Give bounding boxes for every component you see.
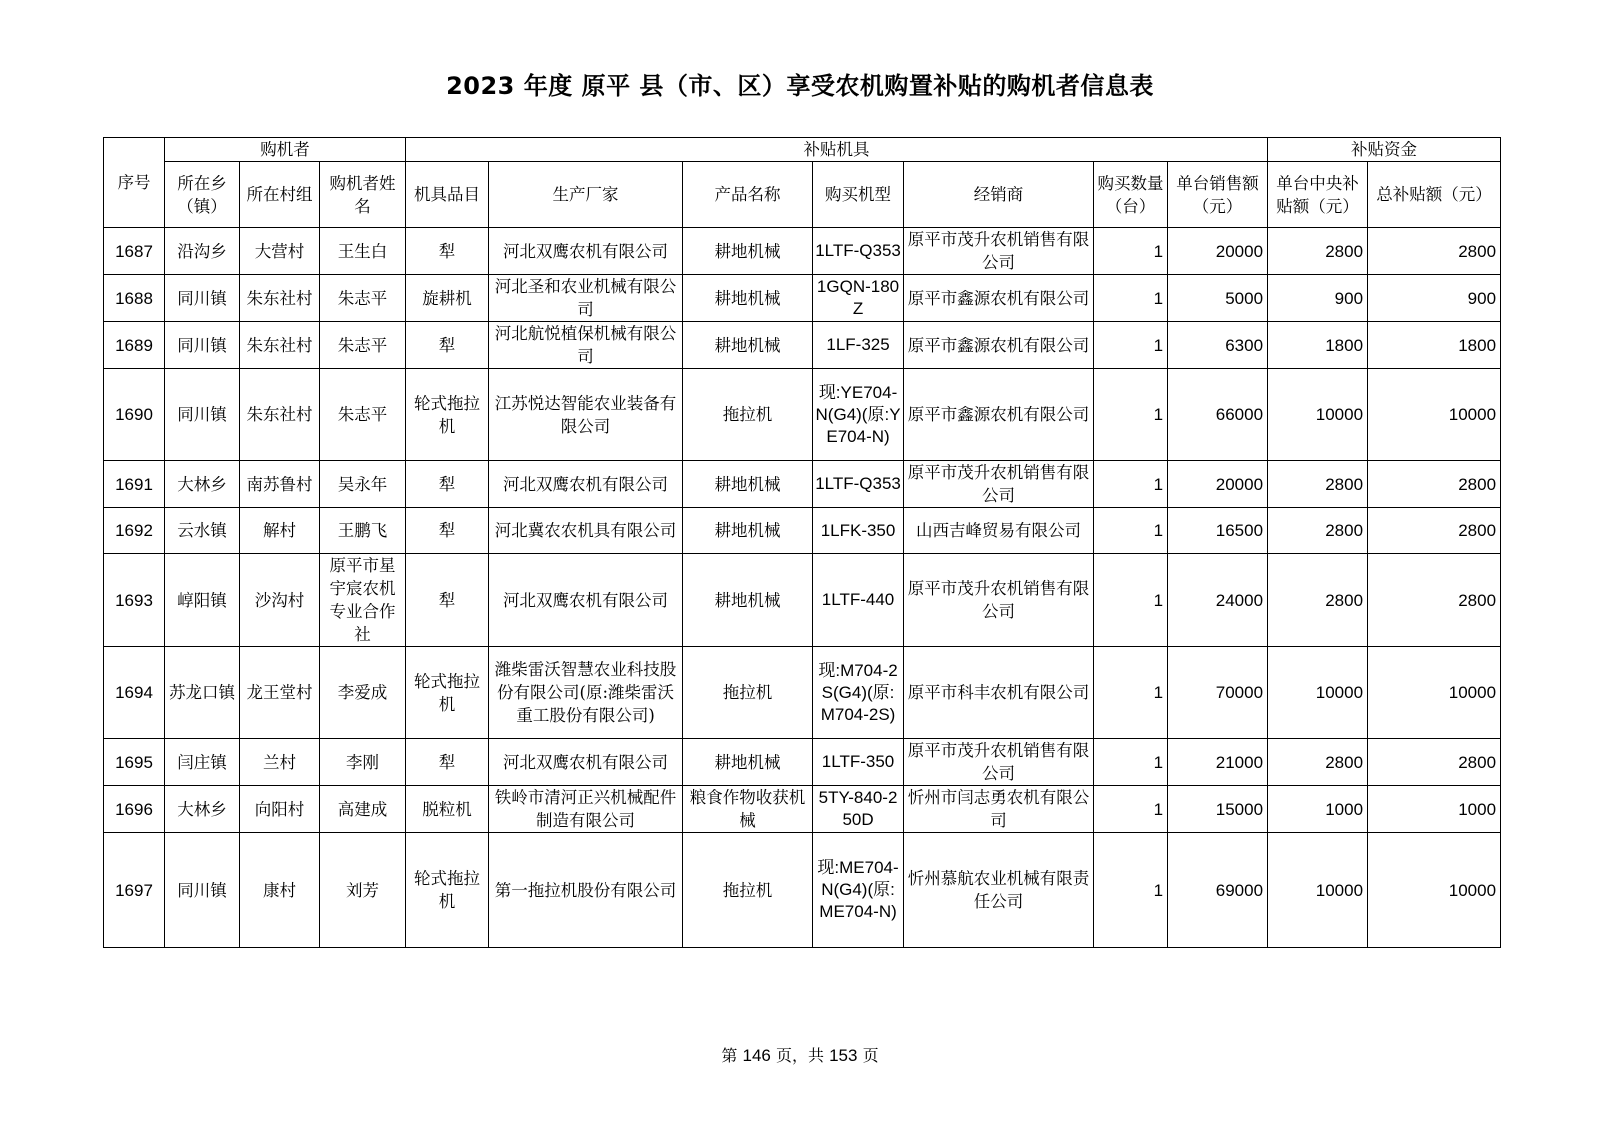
- cell-dealer: 原平市茂升农机销售有限公司: [904, 461, 1094, 508]
- cell-buyer: 朱志平: [320, 322, 406, 369]
- cell-qty: 1: [1094, 322, 1168, 369]
- cell-central: 10000: [1268, 833, 1368, 948]
- cell-dealer: 忻州慕航农业机械有限责任公司: [904, 833, 1094, 948]
- cell-town: 苏龙口镇: [165, 647, 240, 739]
- cell-village: 沙沟村: [240, 554, 320, 647]
- cell-seq: 1694: [104, 647, 165, 739]
- cell-seq: 1688: [104, 275, 165, 322]
- cell-central: 2800: [1268, 508, 1368, 554]
- cell-product: 拖拉机: [683, 833, 813, 948]
- cell-central: 10000: [1268, 369, 1368, 461]
- cell-price: 16500: [1168, 508, 1268, 554]
- cell-qty: 1: [1094, 461, 1168, 508]
- header-village: 所在村组: [240, 162, 320, 228]
- cell-product: 耕地机械: [683, 554, 813, 647]
- cell-seq: 1689: [104, 322, 165, 369]
- cell-buyer: 刘芳: [320, 833, 406, 948]
- footer-total-pages: 153: [829, 1046, 858, 1065]
- cell-town: 同川镇: [165, 833, 240, 948]
- cell-manufacturer: 江苏悦达智能农业装备有限公司: [489, 369, 683, 461]
- cell-total: 10000: [1368, 647, 1501, 739]
- cell-manufacturer: 潍柴雷沃智慧农业科技股份有限公司(原:潍柴雷沃重工股份有限公司): [489, 647, 683, 739]
- cell-village: 向阳村: [240, 786, 320, 833]
- page-footer: [0, 1043, 1600, 1066]
- cell-product: 拖拉机: [683, 647, 813, 739]
- subsidy-table: [103, 137, 1501, 948]
- cell-dealer: 原平市鑫源农机有限公司: [904, 322, 1094, 369]
- cell-town: 沿沟乡: [165, 228, 240, 275]
- cell-town: 大林乡: [165, 786, 240, 833]
- cell-model: 1GQN-180Z: [813, 275, 904, 322]
- cell-manufacturer: 河北航悦植保机械有限公司: [489, 322, 683, 369]
- cell-model: 1LFK-350: [813, 508, 904, 554]
- header-central-subsidy: 单台中央补贴额（元）: [1268, 162, 1368, 228]
- cell-manufacturer: 河北圣和农业机械有限公司: [489, 275, 683, 322]
- cell-price: 66000: [1168, 369, 1268, 461]
- cell-buyer: 王生白: [320, 228, 406, 275]
- cell-dealer: 忻州市闫志勇农机有限公司: [904, 786, 1094, 833]
- footer-prefix: 第: [721, 1046, 738, 1065]
- cell-product: 耕地机械: [683, 739, 813, 786]
- cell-model: 1LTF-350: [813, 739, 904, 786]
- header-price: 单台销售额（元）: [1168, 162, 1268, 228]
- cell-total: 900: [1368, 275, 1501, 322]
- cell-seq: 1693: [104, 554, 165, 647]
- table-row: [104, 275, 1501, 322]
- header-category: 机具品目: [406, 162, 489, 228]
- cell-central: 2800: [1268, 554, 1368, 647]
- cell-qty: 1: [1094, 739, 1168, 786]
- table-row: [104, 228, 1501, 275]
- table-row: [104, 369, 1501, 461]
- header-buyer-name: 购机者姓名: [320, 162, 406, 228]
- cell-seq: 1696: [104, 786, 165, 833]
- cell-total: 2800: [1368, 228, 1501, 275]
- header-model: 购买机型: [813, 162, 904, 228]
- cell-price: 5000: [1168, 275, 1268, 322]
- cell-price: 20000: [1168, 228, 1268, 275]
- cell-model: 1LF-325: [813, 322, 904, 369]
- cell-model: 1LTF-Q353: [813, 461, 904, 508]
- cell-total: 2800: [1368, 739, 1501, 786]
- cell-category: 旋耕机: [406, 275, 489, 322]
- cell-buyer: 朱志平: [320, 275, 406, 322]
- cell-dealer: 原平市科丰农机有限公司: [904, 647, 1094, 739]
- cell-model: 5TY-840-250D: [813, 786, 904, 833]
- header-group-funds: 补贴资金: [1268, 138, 1501, 162]
- cell-model: 现:M704-2S(G4)(原:M704-2S): [813, 647, 904, 739]
- cell-product: 耕地机械: [683, 461, 813, 508]
- cell-product: 耕地机械: [683, 322, 813, 369]
- cell-category: 脱粒机: [406, 786, 489, 833]
- cell-dealer: 原平市茂升农机销售有限公司: [904, 228, 1094, 275]
- footer-current-page: 146: [742, 1046, 771, 1065]
- table-row: [104, 461, 1501, 508]
- cell-manufacturer: 河北双鹰农机有限公司: [489, 739, 683, 786]
- cell-central: 900: [1268, 275, 1368, 322]
- cell-model: 现:ME704-N(G4)(原:ME704-N): [813, 833, 904, 948]
- cell-seq: 1687: [104, 228, 165, 275]
- cell-qty: 1: [1094, 228, 1168, 275]
- cell-category: 犁: [406, 508, 489, 554]
- cell-seq: 1697: [104, 833, 165, 948]
- cell-product: 耕地机械: [683, 275, 813, 322]
- cell-category: 轮式拖拉机: [406, 833, 489, 948]
- cell-buyer: 原平市星宇宸农机专业合作社: [320, 554, 406, 647]
- header-manufacturer: 生产厂家: [489, 162, 683, 228]
- cell-price: 69000: [1168, 833, 1268, 948]
- header-qty: 购买数量（台）: [1094, 162, 1168, 228]
- header-product: 产品名称: [683, 162, 813, 228]
- cell-qty: 1: [1094, 275, 1168, 322]
- cell-total: 10000: [1368, 369, 1501, 461]
- cell-central: 2800: [1268, 461, 1368, 508]
- cell-village: 朱东社村: [240, 275, 320, 322]
- cell-town: 闫庄镇: [165, 739, 240, 786]
- cell-central: 2800: [1268, 739, 1368, 786]
- cell-town: 同川镇: [165, 275, 240, 322]
- cell-manufacturer: 第一拖拉机股份有限公司: [489, 833, 683, 948]
- cell-qty: 1: [1094, 647, 1168, 739]
- cell-seq: 1691: [104, 461, 165, 508]
- cell-seq: 1692: [104, 508, 165, 554]
- footer-middle: 页，共: [775, 1046, 824, 1065]
- cell-buyer: 李爱成: [320, 647, 406, 739]
- header-group-machine: 补贴机具: [406, 138, 1268, 162]
- cell-category: 犁: [406, 461, 489, 508]
- cell-village: 解村: [240, 508, 320, 554]
- cell-model: 1LTF-Q353: [813, 228, 904, 275]
- cell-qty: 1: [1094, 508, 1168, 554]
- cell-price: 21000: [1168, 739, 1268, 786]
- cell-total: 10000: [1368, 833, 1501, 948]
- cell-category: 犁: [406, 228, 489, 275]
- cell-seq: 1690: [104, 369, 165, 461]
- cell-village: 大营村: [240, 228, 320, 275]
- cell-total: 1000: [1368, 786, 1501, 833]
- cell-buyer: 高建成: [320, 786, 406, 833]
- cell-price: 70000: [1168, 647, 1268, 739]
- cell-town: 云水镇: [165, 508, 240, 554]
- cell-dealer: 原平市茂升农机销售有限公司: [904, 554, 1094, 647]
- cell-manufacturer: 河北冀农农机具有限公司: [489, 508, 683, 554]
- cell-town: 同川镇: [165, 322, 240, 369]
- cell-town: 崞阳镇: [165, 554, 240, 647]
- header-group-buyer: 购机者: [165, 138, 406, 162]
- cell-manufacturer: 河北双鹰农机有限公司: [489, 461, 683, 508]
- cell-village: 朱东社村: [240, 322, 320, 369]
- cell-seq: 1695: [104, 739, 165, 786]
- cell-buyer: 吴永年: [320, 461, 406, 508]
- cell-village: 兰村: [240, 739, 320, 786]
- cell-qty: 1: [1094, 369, 1168, 461]
- cell-town: 大林乡: [165, 461, 240, 508]
- cell-category: 犁: [406, 554, 489, 647]
- cell-manufacturer: 河北双鹰农机有限公司: [489, 554, 683, 647]
- cell-village: 康村: [240, 833, 320, 948]
- table-row: [104, 554, 1501, 647]
- cell-central: 1000: [1268, 786, 1368, 833]
- table-row: [104, 508, 1501, 554]
- table-row: [104, 739, 1501, 786]
- cell-qty: 1: [1094, 554, 1168, 647]
- cell-dealer: 山西吉峰贸易有限公司: [904, 508, 1094, 554]
- table-row: [104, 833, 1501, 948]
- cell-central: 1800: [1268, 322, 1368, 369]
- cell-product: 耕地机械: [683, 508, 813, 554]
- cell-dealer: 原平市鑫源农机有限公司: [904, 369, 1094, 461]
- cell-buyer: 李刚: [320, 739, 406, 786]
- cell-category: 犁: [406, 322, 489, 369]
- cell-total: 2800: [1368, 554, 1501, 647]
- cell-village: 朱东社村: [240, 369, 320, 461]
- cell-product: 耕地机械: [683, 228, 813, 275]
- cell-buyer: 朱志平: [320, 369, 406, 461]
- cell-qty: 1: [1094, 833, 1168, 948]
- cell-product: 粮食作物收获机械: [683, 786, 813, 833]
- page-title: 2023 年度 原平 县（市、区）享受农机购置补贴的购机者信息表: [446, 72, 1154, 100]
- footer-suffix: 页: [862, 1046, 879, 1065]
- cell-category: 轮式拖拉机: [406, 369, 489, 461]
- cell-price: 6300: [1168, 322, 1268, 369]
- cell-product: 拖拉机: [683, 369, 813, 461]
- cell-dealer: 原平市鑫源农机有限公司: [904, 275, 1094, 322]
- cell-village: 龙王堂村: [240, 647, 320, 739]
- cell-category: 犁: [406, 739, 489, 786]
- table-row: [104, 322, 1501, 369]
- cell-price: 20000: [1168, 461, 1268, 508]
- cell-price: 24000: [1168, 554, 1268, 647]
- header-row-columns: [104, 162, 1501, 228]
- header-seq: 序号: [104, 138, 165, 228]
- table-row: [104, 786, 1501, 833]
- cell-manufacturer: 河北双鹰农机有限公司: [489, 228, 683, 275]
- cell-qty: 1: [1094, 786, 1168, 833]
- header-row-groups: [104, 138, 1501, 162]
- cell-model: 现:YE704-N(G4)(原:YE704-N): [813, 369, 904, 461]
- cell-central: 2800: [1268, 228, 1368, 275]
- header-total-subsidy: 总补贴额（元）: [1368, 162, 1501, 228]
- table-row: [104, 647, 1501, 739]
- cell-total: 2800: [1368, 508, 1501, 554]
- cell-total: 2800: [1368, 461, 1501, 508]
- header-town: 所在乡（镇）: [165, 162, 240, 228]
- cell-buyer: 王鹏飞: [320, 508, 406, 554]
- cell-category: 轮式拖拉机: [406, 647, 489, 739]
- cell-village: 南苏鲁村: [240, 461, 320, 508]
- cell-town: 同川镇: [165, 369, 240, 461]
- cell-central: 10000: [1268, 647, 1368, 739]
- header-dealer: 经销商: [904, 162, 1094, 228]
- cell-model: 1LTF-440: [813, 554, 904, 647]
- cell-price: 15000: [1168, 786, 1268, 833]
- cell-dealer: 原平市茂升农机销售有限公司: [904, 739, 1094, 786]
- cell-total: 1800: [1368, 322, 1501, 369]
- cell-manufacturer: 铁岭市清河正兴机械配件制造有限公司: [489, 786, 683, 833]
